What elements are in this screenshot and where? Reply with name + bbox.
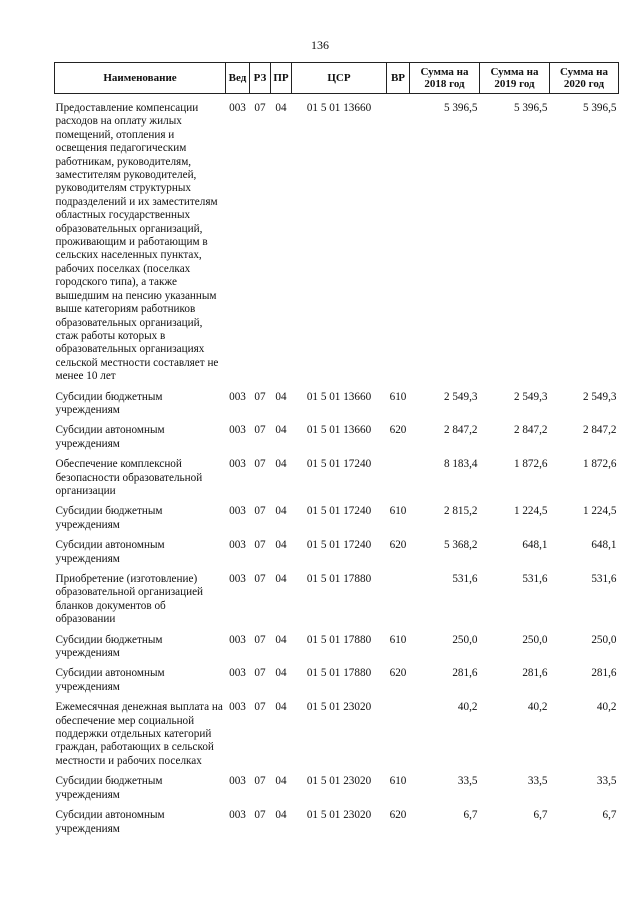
- row-sum-2019: 250,0: [522, 633, 548, 646]
- header-name: Наименование: [55, 63, 226, 94]
- row-sum-2019: 6,7: [533, 809, 548, 822]
- row-pr: 04: [275, 633, 287, 646]
- row-rz: 07: [254, 102, 266, 114]
- row-ved: 003: [229, 102, 246, 114]
- row-sum-2019: 33,5: [527, 775, 548, 788]
- row-sum-2020: 40,2: [596, 701, 617, 714]
- row-pr: 04: [275, 809, 287, 822]
- row-name: Субсидии бюджетным учреждениям: [55, 390, 163, 416]
- header-csr: ЦСР: [292, 63, 387, 94]
- header-sum-2018: Сумма на 2018 год: [410, 63, 480, 94]
- table-row: [55, 627, 619, 661]
- row-name: Предоставление компенсации расходов на оплату жилых помещений, отопления и освещения педагогическим работникам, руководителям, заместителям руководителей, руководителям структурных подразделений и их заместителям областных государственных образовательных организаций, проживающим и работающим в сельских населенных пунктах, рабочих поселках (поселках городского типа), а также вышедшим на пенсию указанным выше категориям работников образовательных организаций, стаж работы которых в образовательных организациях сельской местности составляет не менее 10 лет: [55, 102, 219, 383]
- row-ved: 003: [229, 809, 246, 822]
- row-sum-2020: 1 872,6: [582, 458, 617, 471]
- row-name: Ежемесячная денежная выплата на обеспечение мер социальной поддержки отдельных категорий граждан, работающих в сельской местности и рабочих поселках: [55, 701, 223, 767]
- row-csr: 01 5 01 17880: [306, 633, 372, 646]
- row-sum-2019: 648,1: [522, 539, 548, 552]
- row-ved: 003: [229, 633, 246, 646]
- row-vr: 610: [389, 505, 407, 518]
- row-sum-2018: 6,7: [463, 809, 478, 822]
- row-ved: 003: [229, 390, 246, 403]
- row-rz: 07: [254, 424, 266, 437]
- row-vr: 620: [389, 424, 407, 437]
- row-sum-2020: 33,5: [596, 775, 617, 788]
- header-sum-2019: Сумма на 2019 год: [480, 63, 550, 94]
- row-sum-2020: 2 549,3: [582, 390, 617, 403]
- row-sum-2018: 8 183,4: [443, 458, 478, 471]
- row-csr: 01 5 01 17880: [306, 573, 372, 585]
- row-ved: 003: [229, 775, 246, 788]
- table-row: [55, 451, 619, 498]
- row-sum-2019: 281,6: [522, 667, 548, 680]
- row-rz: 07: [254, 701, 266, 714]
- row-rz: 07: [254, 539, 266, 552]
- row-vr: 610: [389, 633, 407, 646]
- row-sum-2020: 2 847,2: [582, 424, 617, 437]
- row-ved: 003: [229, 424, 246, 437]
- row-rz: 07: [254, 458, 266, 471]
- row-csr: 01 5 01 23020: [306, 809, 372, 822]
- table-row: [55, 417, 619, 451]
- row-sum-2020: 5 396,5: [582, 102, 617, 114]
- row-csr: 01 5 01 13660: [306, 102, 372, 114]
- row-vr: 610: [389, 775, 407, 788]
- header-sum-2020: Сумма на 2020 год: [550, 63, 619, 94]
- header-vr: ВР: [387, 63, 410, 94]
- row-pr: 04: [275, 102, 287, 114]
- row-name: Субсидии бюджетным учреждениям: [55, 505, 163, 531]
- row-csr: 01 5 01 17240: [306, 458, 372, 471]
- row-name: Субсидии бюджетным учреждениям: [55, 775, 163, 801]
- row-name: Приобретение (изготовление) образовательной организацией бланков документов об образовании: [55, 573, 204, 626]
- row-vr: 610: [389, 390, 407, 403]
- row-vr: [387, 566, 410, 627]
- row-vr: 620: [389, 809, 407, 822]
- row-vr: [387, 694, 410, 768]
- row-sum-2020: 281,6: [591, 667, 617, 680]
- row-sum-2019: 2 549,3: [513, 390, 548, 403]
- row-csr: 01 5 01 13660: [306, 390, 372, 403]
- row-csr: 01 5 01 17880: [306, 667, 372, 680]
- header-rz: РЗ: [250, 63, 271, 94]
- row-sum-2019: 5 396,5: [513, 102, 548, 114]
- row-sum-2019: 531,6: [522, 573, 548, 585]
- row-rz: 07: [254, 390, 266, 403]
- row-sum-2018: 2 847,2: [443, 424, 478, 437]
- row-pr: 04: [275, 667, 287, 680]
- budget-table: [54, 62, 619, 836]
- table-row: [55, 694, 619, 768]
- table-body: [55, 94, 619, 836]
- row-pr: 04: [275, 701, 287, 714]
- row-sum-2018: 40,2: [457, 701, 478, 714]
- row-name: Субсидии автономным учреждениям: [55, 424, 165, 450]
- row-ved: 003: [229, 573, 246, 585]
- row-sum-2018: 5 368,2: [443, 539, 478, 552]
- row-sum-2018: 5 396,5: [443, 102, 478, 114]
- page-number: 136: [311, 38, 329, 52]
- header-pr: ПР: [271, 63, 292, 94]
- row-vr: 620: [389, 539, 407, 552]
- table-header-row: [55, 63, 619, 94]
- table-row: [55, 768, 619, 802]
- row-sum-2018: 2 815,2: [443, 505, 478, 518]
- row-sum-2019: 1 872,6: [513, 458, 548, 471]
- row-pr: 04: [275, 775, 287, 788]
- row-csr: 01 5 01 23020: [306, 775, 372, 788]
- row-sum-2018: 250,0: [452, 633, 478, 646]
- row-pr: 04: [275, 424, 287, 437]
- row-csr: 01 5 01 13660: [306, 424, 372, 437]
- row-name: Обеспечение комплексной безопасности образовательной организации: [55, 458, 203, 497]
- table-row: [55, 384, 619, 418]
- row-sum-2020: 648,1: [591, 539, 617, 552]
- row-ved: 003: [229, 539, 246, 552]
- row-ved: 003: [229, 701, 246, 714]
- row-sum-2018: 281,6: [452, 667, 478, 680]
- table-row: [55, 532, 619, 566]
- row-sum-2018: 33,5: [457, 775, 478, 788]
- row-sum-2019: 40,2: [527, 701, 548, 714]
- row-rz: 07: [254, 809, 266, 822]
- row-rz: 07: [254, 633, 266, 646]
- row-pr: 04: [275, 390, 287, 403]
- row-ved: 003: [229, 458, 246, 471]
- table-row: [55, 498, 619, 532]
- row-sum-2019: 2 847,2: [513, 424, 548, 437]
- row-name: Субсидии автономным учреждениям: [55, 667, 165, 693]
- row-pr: 04: [275, 458, 287, 471]
- table-row: [55, 566, 619, 627]
- row-rz: 07: [254, 667, 266, 680]
- table-row: [55, 802, 619, 836]
- row-sum-2020: 531,6: [591, 573, 617, 585]
- row-csr: 01 5 01 17240: [306, 539, 372, 552]
- row-vr: [387, 94, 410, 384]
- row-rz: 07: [254, 775, 266, 788]
- row-rz: 07: [254, 573, 266, 585]
- row-sum-2020: 250,0: [591, 633, 617, 646]
- row-ved: 003: [229, 505, 246, 518]
- row-vr: [387, 451, 410, 498]
- row-pr: 04: [275, 573, 287, 585]
- row-name: Субсидии бюджетным учреждениям: [55, 633, 163, 660]
- table-row: [55, 94, 619, 384]
- row-pr: 04: [275, 505, 287, 518]
- row-ved: 003: [229, 667, 246, 680]
- header-ved: Вед: [226, 63, 250, 94]
- row-rz: 07: [254, 505, 266, 518]
- row-sum-2018: 2 549,3: [443, 390, 478, 403]
- row-pr: 04: [275, 539, 287, 552]
- row-vr: 620: [389, 667, 407, 680]
- row-name: Субсидии автономным учреждениям: [55, 809, 165, 835]
- row-csr: 01 5 01 17240: [306, 505, 372, 518]
- row-sum-2018: 531,6: [452, 573, 478, 585]
- table-row: [55, 660, 619, 694]
- row-sum-2019: 1 224,5: [513, 505, 548, 518]
- row-name: Субсидии автономным учреждениям: [55, 539, 165, 565]
- row-sum-2020: 6,7: [602, 809, 617, 822]
- row-csr: 01 5 01 23020: [306, 701, 372, 714]
- row-sum-2020: 1 224,5: [582, 505, 617, 518]
